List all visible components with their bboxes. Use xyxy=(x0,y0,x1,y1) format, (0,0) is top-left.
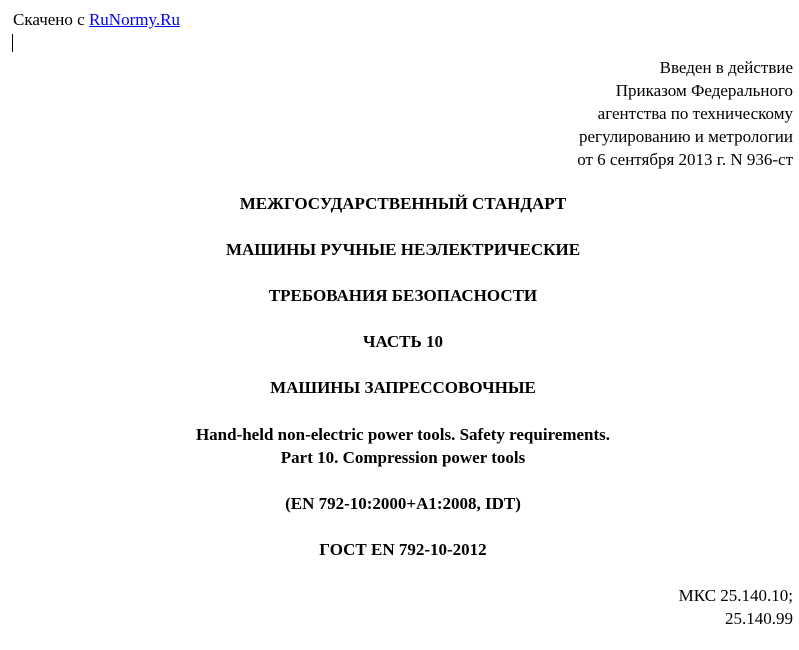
approval-line: от 6 сентября 2013 г. N 936-ст xyxy=(577,150,793,169)
classification-line-1: МКС 25.140.10; xyxy=(678,586,793,605)
designation-heading: ГОСТ EN 792-10-2012 xyxy=(319,540,487,559)
approval-line: Приказом Федерального xyxy=(615,81,793,100)
english-title-line-1: Hand-held non-electric power tools. Safety requirements. xyxy=(195,425,611,444)
source-prefix: Скачено с xyxy=(13,10,89,29)
subject-heading: МАШИНЫ РУЧНЫЕ НЕЭЛЕКТРИЧЕСКИЕ xyxy=(225,240,581,259)
requirements-heading: ТРЕБОВАНИЯ БЕЗОПАСНОСТИ xyxy=(268,286,538,305)
approval-block xyxy=(577,56,793,171)
approval-line: Введен в действие xyxy=(659,58,793,77)
source-link[interactable]: RuNormy.Ru xyxy=(88,10,180,29)
standard-type-heading: МЕЖГОСУДАРСТВЕННЫЙ СТАНДАРТ xyxy=(239,194,567,213)
equivalence-heading: (EN 792-10:2000+A1:2008, IDT) xyxy=(285,494,521,513)
english-title-line-2: Part 10. Compression power tools xyxy=(280,448,526,467)
part-title-heading: МАШИНЫ ЗАПРЕССОВОЧНЫЕ xyxy=(270,378,536,397)
approval-line: регулированию и метрологии xyxy=(578,127,793,146)
text-cursor xyxy=(12,34,13,52)
part-heading: ЧАСТЬ 10 xyxy=(362,332,443,351)
source-line xyxy=(13,10,180,30)
classification-line-2: 25.140.99 xyxy=(725,609,793,628)
classification-block xyxy=(679,584,793,630)
approval-line: агентства по техническому xyxy=(597,104,793,123)
